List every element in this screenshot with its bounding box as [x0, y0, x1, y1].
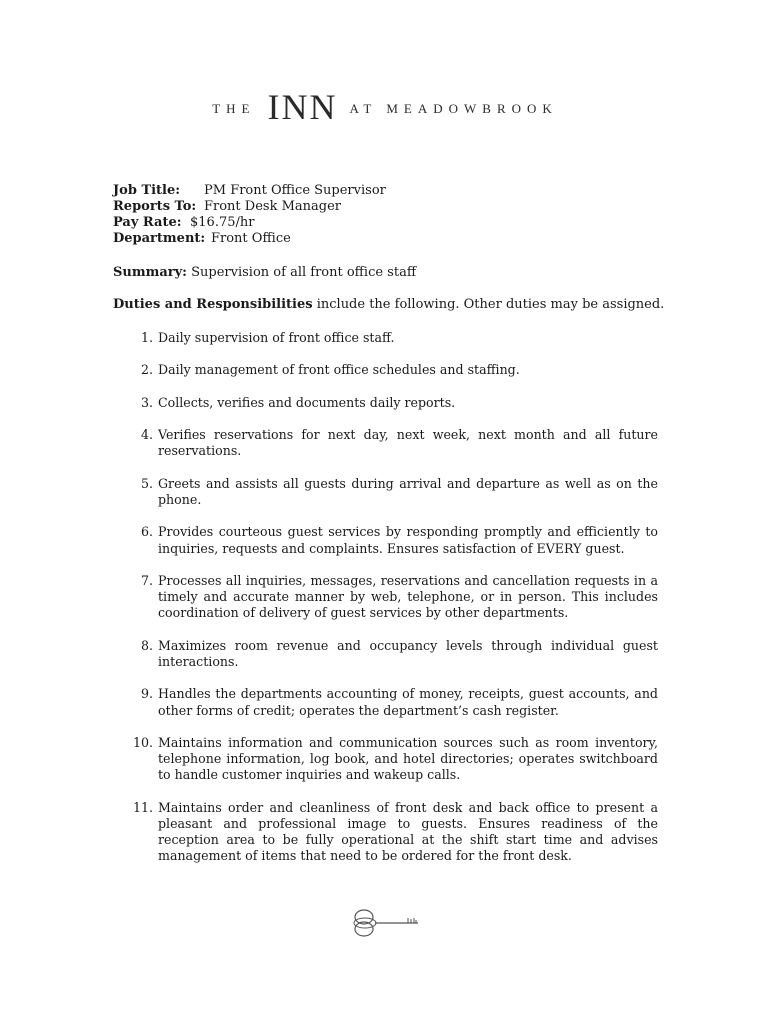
duty-item: [113, 476, 658, 508]
duty-text: Collects, verifies and documents daily reports.: [158, 394, 456, 410]
pay-rate-row: [113, 215, 386, 231]
duty-text: Maintains information and communication sources such as room inventory, telephone information, log book, and hotel directories; operates switchboard to handle customer inquiries and wakeup calls.: [158, 734, 658, 783]
duty-text: Greets and assists all guests during arrival and departure as well as on the phone.: [158, 475, 658, 507]
summary-text: Supervision of all front office staff: [191, 265, 417, 280]
duty-number: 11.: [132, 799, 153, 815]
duty-text: Maintains order and cleanliness of front desk and back office to present a pleasant and professional image to guests. Ensures readiness of the reception area to be fully operational at the shift start time and advises management of items that need to be ordered for the front desk.: [158, 799, 658, 864]
duties-list: [113, 330, 658, 881]
duty-item: [113, 524, 658, 556]
logo-at-meadowbrook: AT MEADOWBROOK: [349, 101, 558, 116]
duty-item: [113, 427, 658, 459]
duty-number: 10.: [132, 734, 153, 750]
duty-number: 6.: [140, 524, 153, 540]
duty-item: [113, 800, 658, 865]
duty-number: 7.: [140, 572, 153, 588]
duty-text: Provides courteous guest services by responding promptly and efficiently to inquiries, requests and complaints. Ensures satisfaction of EVERY guest.: [158, 524, 658, 556]
key-icon: [350, 905, 422, 941]
duty-number: 4.: [140, 427, 153, 443]
duty-item: [113, 573, 658, 622]
department-value: Front Office: [211, 231, 291, 246]
duties-intro: [113, 297, 664, 313]
duties-label: Duties and Responsibilities: [113, 297, 313, 312]
duty-number: 8.: [140, 637, 153, 653]
logo-the: THE: [212, 101, 256, 116]
inn-logo: [0, 86, 770, 128]
pay-rate-value: $16.75/hr: [190, 215, 255, 230]
duty-item: [113, 686, 658, 718]
job-title-row: [113, 183, 386, 199]
duty-number: 2.: [140, 362, 153, 378]
summary-label: Summary:: [113, 265, 187, 280]
duty-item: [113, 362, 658, 378]
duty-text: Verifies reservations for next day, next week, next month and all future reservations.: [158, 427, 658, 459]
duty-number: 9.: [140, 686, 153, 702]
reports-to-row: [113, 199, 386, 215]
pay-rate-label: Pay Rate:: [113, 215, 182, 230]
duty-text: Maximizes room revenue and occupancy levels through individual guest interactions.: [158, 637, 658, 669]
duties-intro-text: include the following. Other duties may be assigned.: [316, 297, 665, 312]
duty-item: [113, 395, 658, 411]
job-details: [113, 183, 386, 247]
duty-item: [113, 735, 658, 784]
summary: [113, 265, 416, 281]
logo-inn: INN: [267, 87, 338, 127]
duty-text: Handles the departments accounting of money, receipts, guest accounts, and other forms of credit; operates the department’s cash register.: [158, 686, 658, 718]
duty-text: Daily supervision of front office staff.: [158, 330, 395, 345]
duty-text: Daily management of front office schedules and staffing.: [158, 362, 520, 378]
department-label: Department:: [113, 231, 206, 246]
job-title-label: Job Title:: [113, 183, 181, 198]
duty-item: [113, 638, 658, 670]
duty-number: 5.: [140, 475, 153, 491]
reports-to-value: Front Desk Manager: [204, 199, 342, 214]
duty-number: 3.: [140, 394, 153, 410]
job-title-value: PM Front Office Supervisor: [204, 183, 386, 198]
reports-to-label: Reports To:: [113, 199, 197, 214]
duty-text: Processes all inquiries, messages, reservations and cancellation requests in a timely and accurate manner by web, telephone, or in person. This includes coordination of delivery of guest services by other departments.: [158, 572, 658, 621]
duty-number: 1.: [140, 330, 153, 345]
department-row: [113, 231, 386, 247]
duty-item: [113, 330, 658, 346]
